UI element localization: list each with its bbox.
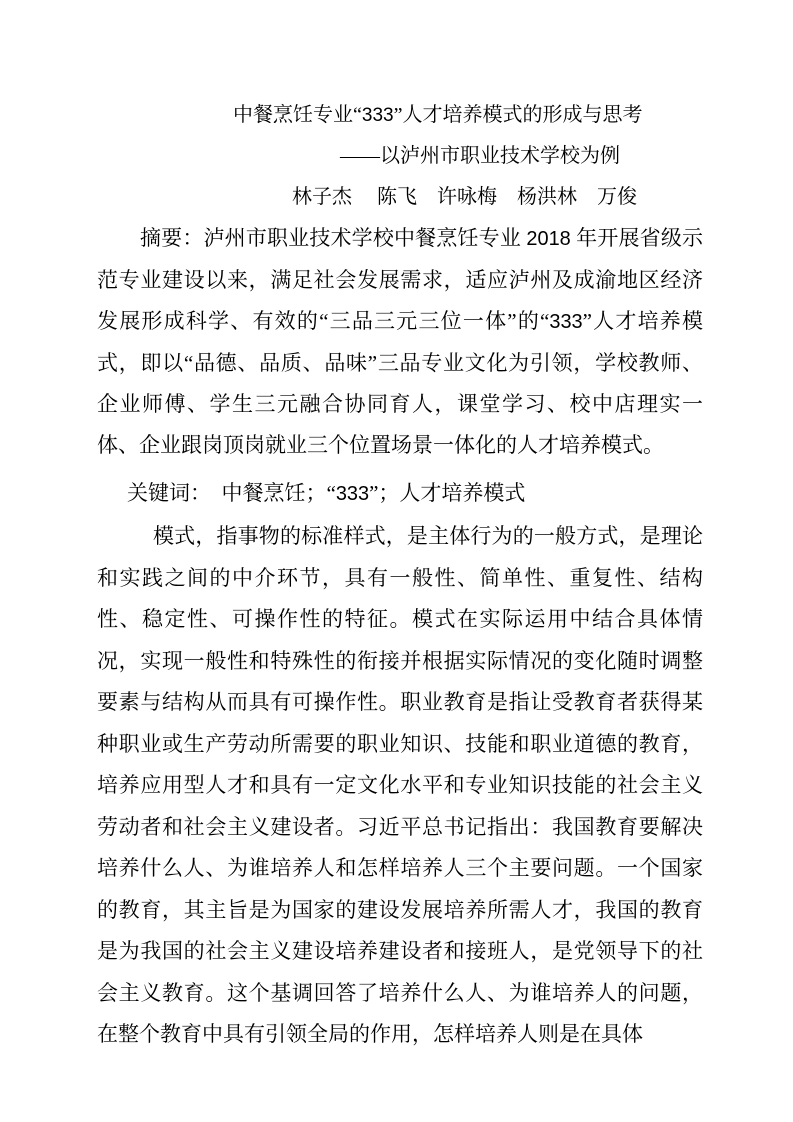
keywords-line: 关键词： 中餐烹饪；“333”；人才培养模式	[127, 481, 526, 505]
document-title: 中餐烹饪专业“333”人才培养模式的形成与思考	[233, 104, 643, 126]
authors-line: 林子杰 陈飞 许咏梅 杨洪林 万俊	[292, 186, 637, 208]
document-content	[97, 95, 703, 1056]
body-paragraph: 模式，指事物的标准样式，是主体行为的一般方式，是理论和实践之间的中介环节，具有一般性、简单性、重复性、结构性、稳定性、可操作性的特征。模式在实际运用中结合具体情况，实现一般性和特殊性的衔接并根据实际情况的变化随时调整要素与结构从而具有可操作性。职业教育是指让受教育者获得某种职业或生产劳动所需要的职业知识、技能和职业道德的教育，培养应用型人才和具有一定文化水平和专业知识技能的社会主义劳动者和社会主义建设者。习近平总书记指出：我国教育要解决培养什么人、为谁培养人和怎样培养人三个主要问题。一个国家的教育，其主旨是为国家的建设发展培养所需人才，我国的教育是为我国的社会主义建设培养建设者和接班人，是党领导下的社会主义教育。这个基调回答了培养什么人、为谁培养人的问题，在整个教育中具有引领全局的作用，怎样培养人则是在具体	[97, 524, 703, 1046]
abstract-paragraph: 摘要：泸州市职业技术学校中餐烹饪专业 2018 年开展省级示范专业建设以来，满足社会发展需求，适应泸州及成渝地区经济发展形成科学、有效的“三品三元三位一体”的“333”人才培养模式，即以“品德、品质、品味”三品专业文化为引领，学校教师、企业师傅、学生三元融合协同育人，课堂学习、校中店理实一体、企业跟岗顶岗就业三个位置场景一体化的人才培养模式。	[97, 226, 704, 457]
document-subtitle: ——以泸州市职业技术学校为例	[340, 145, 620, 167]
